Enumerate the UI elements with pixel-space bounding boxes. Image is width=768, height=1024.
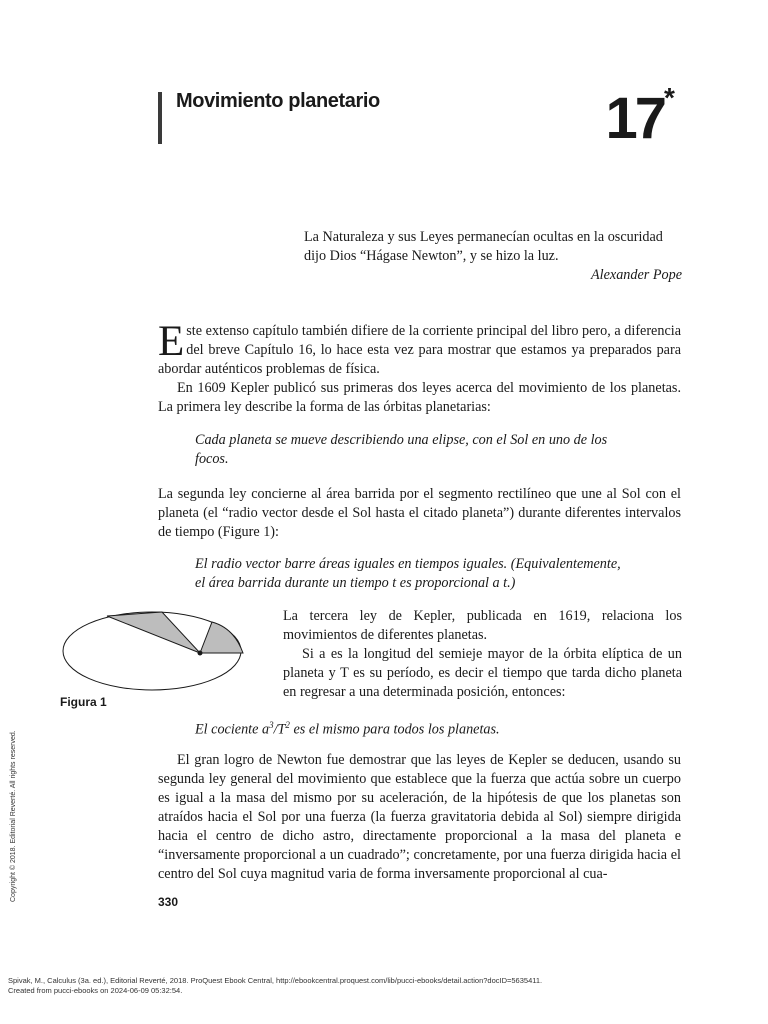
law3-pre: El cociente a: [195, 721, 270, 738]
kepler-law-2: [195, 555, 675, 593]
law2-line-2: el área barrida durante un tiempo t es proporcional a t.): [195, 575, 516, 591]
orbit-figure: [60, 606, 250, 696]
paragraph-2: En 1609 Kepler publicó sus primeras dos leyes acerca del movimiento de los planetas. La primera ley describe la forma de las órbitas planetarias:: [158, 380, 681, 415]
swept-area-1: [107, 612, 200, 653]
right-column: [283, 607, 682, 702]
sun-dot: [198, 651, 203, 656]
law3-exp-2: 2: [285, 720, 290, 730]
paragraph-6: El gran logro de Newton fue demostrar que las leyes de Kepler se deducen, usando su segunda ley general del movimiento que establece que la fuerza que actúa sobre un cuerpo es igual a la masa del mismo por su aceleración, de la hipótesis de que los planetas son atraídos hacia el Sol por una fuerza (la fuerza gravitatoria debida al Sol) siempre dirigida hacia el centro de dicho astro, directamente proporcional a la masa del planeta e “inversamente proporcional a un cuadrado”; concretamente, por una fuerza dirigida hacia el centro del Sol cuya magnitud varia de forma inversamente proporcional al cua-: [158, 752, 681, 882]
epigraph: [304, 228, 682, 285]
law1-line-1: Cada planeta se mueve describiendo una elipse, con el Sol en uno de los: [195, 432, 608, 448]
epigraph-line-1: La Naturaleza y sus Leyes permanecían ocultas en la oscuridad: [304, 229, 663, 245]
footer-line-2: Created from pucci-ebooks on 2024-06-09 05:32:54.: [8, 986, 183, 995]
law3-mid: /T: [273, 721, 286, 738]
swept-area-2: [200, 622, 243, 653]
chapter-footnote-mark: *: [664, 82, 675, 113]
intro-block: [158, 318, 681, 417]
drop-cap: E: [158, 318, 185, 365]
page-number: 330: [158, 895, 179, 909]
law3-exp-1: 3: [269, 720, 274, 730]
chapter-title: Movimiento planetario: [176, 90, 380, 112]
kepler-law-1: [195, 431, 665, 469]
kepler-law-3: [195, 716, 595, 740]
footer: [8, 976, 542, 996]
epigraph-author: Alexander Pope: [591, 267, 682, 283]
chapter-number: 17: [605, 86, 664, 151]
paragraph-3: La segunda ley concierne al área barrida por el segmento rectilíneo que une al Sol con el planeta (el “radio vector desde el Sol hasta el citado planeta”) durante diferentes intervalos de tiempo (Figure 1):: [158, 486, 681, 540]
law2-line-1: El radio vector barre áreas iguales en tiempos iguales. (Equivalentemente,: [195, 556, 621, 572]
footer-line-1: Spivak, M., Calculus (3a. ed.), Editorial Reverté, 2018. ProQuest Ebook Central, http://ebookcentral.proquest.com/lib/pucci-ebooks/detail.action?docID=5635411.: [8, 976, 543, 985]
law3-post: es el mismo para todos los planetas.: [289, 721, 500, 738]
epigraph-line-2: dijo Dios “Hágase Newton”, y se hizo la luz.: [304, 248, 559, 264]
chapter-bar: [158, 92, 162, 144]
paragraph-4: La tercera ley de Kepler, publicada en 1619, relaciona los movimientos de diferentes planetas.: [283, 608, 682, 643]
paragraph-1: [158, 318, 681, 379]
paragraph-1-text: ste extenso capítulo también difiere de la corriente principal del libro pero, a diferencia del breve Capítulo 16, lo hace esta vez para mostrar que estamos ya preparados para abordar auténticos problemas de física.: [158, 323, 681, 377]
paragraph-5: Si a es la longitud del semieje mayor de la órbita elíptica de un planeta y T es su período, es decir el tiempo que tarda dicho planeta en regresar a una determinada posición, entonces:: [283, 646, 682, 700]
law1-line-2: focos.: [195, 451, 229, 467]
figure-label: Figura 1: [60, 695, 107, 709]
side-copyright: Copyright © 2018. Editorial Reverté. All rights reserved.: [10, 730, 17, 902]
